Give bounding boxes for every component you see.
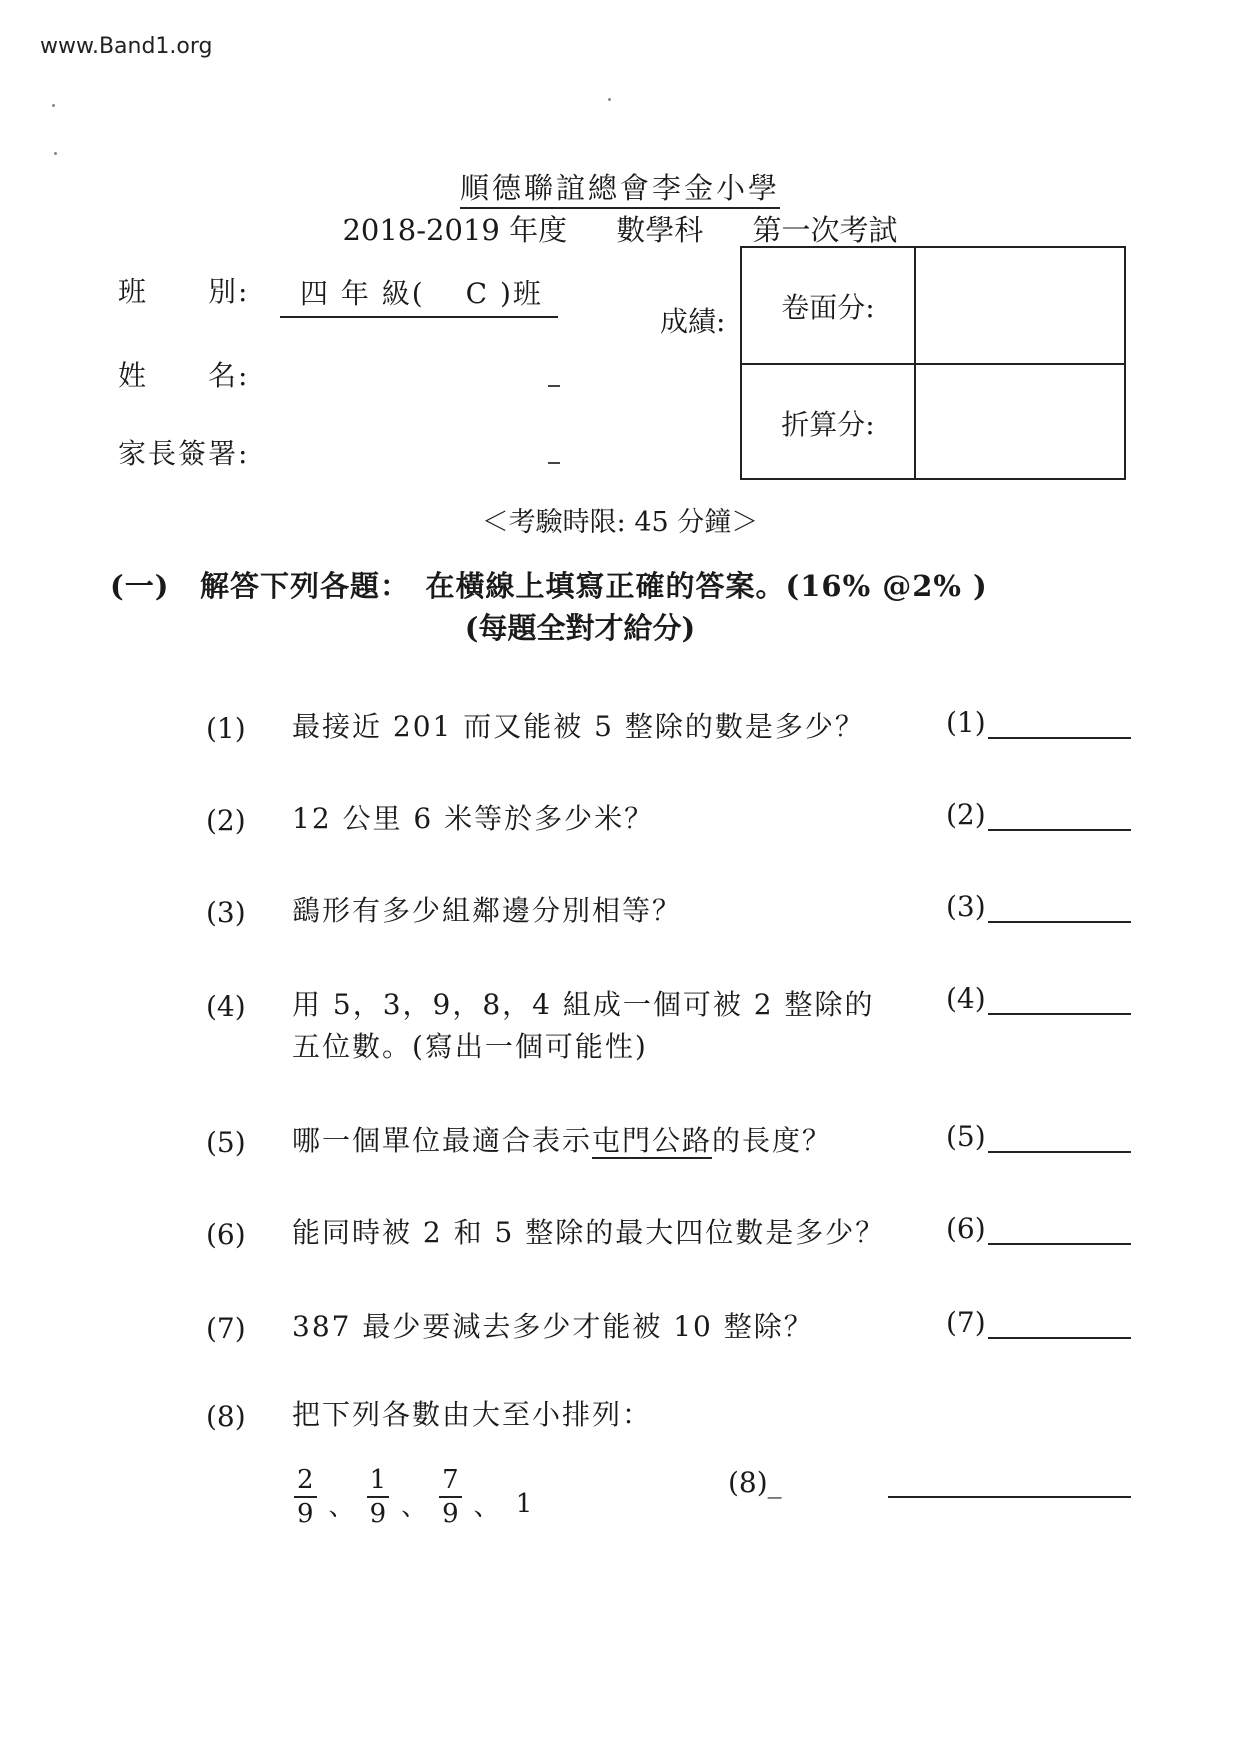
denominator: 9 — [297, 1499, 314, 1529]
answer-label: (3) — [946, 890, 986, 923]
question-number: (3) — [206, 896, 246, 929]
whole-number: 1 — [515, 1489, 533, 1519]
answer-line[interactable] — [988, 713, 1131, 739]
answer-label: (2) — [946, 798, 986, 831]
parent-signature-label: 家長簽署: — [118, 437, 250, 470]
numerator: 2 — [294, 1464, 317, 1498]
class-label: 班 別: — [118, 275, 250, 308]
answer-blank[interactable] — [946, 798, 1131, 831]
answer-line[interactable] — [988, 1313, 1131, 1339]
scan-speck — [608, 98, 611, 101]
section-note: (每題全對才給分) — [464, 611, 696, 645]
grade-row-converted — [742, 363, 1124, 480]
exam-info — [0, 208, 1240, 249]
question-text — [292, 1120, 832, 1162]
section-title — [110, 564, 988, 605]
exam-title: 第一次考試 — [752, 213, 898, 247]
list-separator: 、 — [328, 1491, 355, 1522]
exam-year: 2018-2019 年度 — [342, 213, 568, 247]
answer-blank[interactable] — [946, 1306, 1131, 1339]
question-number: (2) — [206, 804, 246, 837]
fraction — [367, 1464, 390, 1530]
answer-line[interactable] — [988, 805, 1131, 831]
answer-blank[interactable] — [946, 890, 1131, 923]
list-separator: 、 — [401, 1491, 428, 1522]
answer-blank[interactable] — [946, 982, 1131, 1015]
proper-noun-underlined: 屯門公路 — [592, 1124, 713, 1157]
answer-label: (4) — [946, 982, 986, 1015]
numerator: 7 — [439, 1464, 462, 1498]
question-number: (8) — [206, 1400, 246, 1433]
section-number: (一) — [110, 569, 170, 603]
question-text: 12 公里 6 米等於多少米？ — [292, 802, 655, 835]
question-number: (1) — [206, 712, 246, 745]
section-instruction: 解答下列各題： 在橫線上填寫正確的答案。(16% @2% ) — [200, 569, 988, 603]
fraction-list — [290, 1464, 540, 1530]
answer-blank[interactable] — [946, 1120, 1131, 1153]
grade-table — [740, 246, 1126, 480]
name-label: 姓 名: — [118, 359, 250, 392]
exam-subject: 數學科 — [616, 213, 704, 247]
answer-line[interactable] — [988, 897, 1131, 923]
class-value: 四 年 級( C )班 — [280, 272, 558, 318]
answer-label: (5) — [946, 1120, 986, 1153]
fraction — [294, 1464, 317, 1530]
question-number: (5) — [206, 1126, 246, 1159]
question-text: 能同時被 2 和 5 整除的最大四位數是多少？ — [292, 1216, 886, 1249]
answer-blank[interactable] — [946, 1212, 1131, 1245]
watermark: www.Band1.org — [40, 34, 213, 59]
question-text-line: 五位數。(寫出一個可能性) — [292, 1030, 648, 1063]
parent-signature-field[interactable] — [548, 462, 560, 464]
answer-blank[interactable] — [946, 706, 1131, 739]
answer-line[interactable] — [988, 989, 1131, 1015]
denominator: 9 — [369, 1499, 387, 1529]
list-separator: 、 — [473, 1491, 500, 1522]
grade-label: 成績: — [660, 305, 726, 338]
raw-score-label: 卷面分: — [742, 248, 916, 363]
scan-speck — [54, 152, 57, 155]
time-limit: ＜考驗時限: 45 分鐘＞ — [481, 507, 759, 538]
raw-score-cell[interactable] — [916, 248, 1124, 363]
question-text: 387 最少要減去多少才能被 10 整除？ — [292, 1310, 814, 1343]
denominator: 9 — [442, 1499, 459, 1529]
question-text: 最接近 201 而又能被 5 整除的數是多少？ — [292, 710, 865, 743]
question-text-line: 用 5，3，9，8，4 組成一個可被 2 整除的 — [292, 988, 875, 1021]
numerator: 1 — [367, 1464, 390, 1498]
answer-label: (7) — [946, 1306, 986, 1339]
answer-line[interactable] — [988, 1219, 1131, 1245]
school-name: 順德聯誼總會李金小學 — [0, 166, 1240, 207]
answer-label: (1) — [946, 706, 986, 739]
question-text — [292, 984, 875, 1068]
converted-score-label: 折算分: — [742, 365, 916, 480]
question-text: 鷂形有多少組鄰邊分別相等？ — [292, 894, 683, 927]
scan-speck — [52, 104, 55, 107]
converted-score-cell[interactable] — [916, 365, 1124, 480]
question-text-part: 的長度？ — [712, 1124, 833, 1157]
fraction — [439, 1464, 462, 1530]
answer-line[interactable] — [988, 1127, 1131, 1153]
question-number: (7) — [206, 1312, 246, 1345]
question-number: (4) — [206, 990, 246, 1023]
answer-line[interactable] — [888, 1496, 1131, 1498]
answer-label: (6) — [946, 1212, 986, 1245]
name-field[interactable] — [548, 385, 560, 387]
question-text-part: 哪一個單位最適合表示 — [292, 1124, 593, 1157]
question-text: 把下列各數由大至小排列： — [292, 1398, 653, 1431]
grade-row-raw — [742, 248, 1124, 363]
answer-label: (8)_ — [728, 1466, 782, 1499]
question-number: (6) — [206, 1218, 246, 1251]
